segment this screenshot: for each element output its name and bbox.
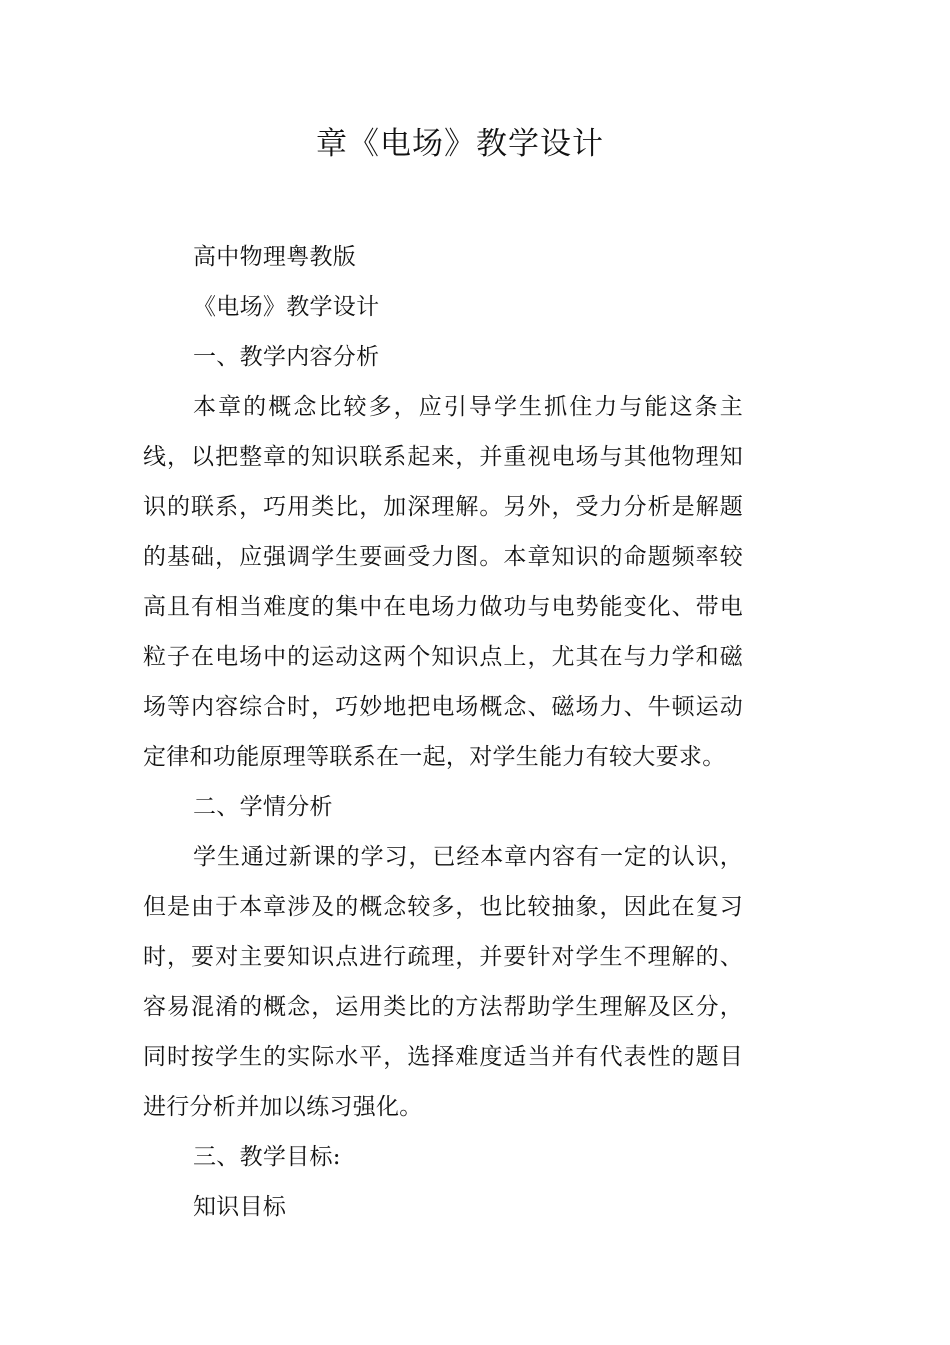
paragraph-content-analysis: 本章的概念比较多，应引导学生抓住力与能这条主线，以把整章的知识联系起来，并重视电场与其他物理知识的联系，巧用类比，加深理解。另外，受力分析是解题的基础，应强调学生要画受力图。本章知识的命题频率较高且有相当难度的集中在电场力做功与电势能变化、带电粒子在电场中的运动这两个知识点上，尤其在与力学和磁场等内容综合时，巧妙地把电场概念、磁场力、牛顿运动定律和功能原理等联系在一起，对学生能力有较大要求。 (143, 394, 743, 770)
paragraph-student-analysis: 学生通过新课的学习，已经本章内容有一定的认识，但是由于本章涉及的概念较多，也比较抽象，因此在复习时，要对主要知识点进行疏理，并要针对学生不理解的、容易混淆的概念，运用类比的方法帮助学生理解及区分，同时按学生的实际水平，选择难度适当并有代表性的题目进行分析并加以练习强化。 (143, 844, 743, 1120)
section-heading-content-analysis: 一、教学内容分析 (193, 344, 380, 370)
subtitle-design: 《电场》教学设计 (193, 294, 380, 320)
section-heading-teaching-goals: 三、教学目标: (193, 1144, 341, 1170)
document-title: 章《电场》教学设计 (316, 126, 604, 162)
section-heading-student-analysis: 二、学情分析 (193, 794, 333, 820)
document-body (143, 232, 743, 1232)
subheading-knowledge-goals: 知识目标 (193, 1194, 287, 1220)
subtitle-edition: 高中物理粤教版 (193, 244, 357, 270)
